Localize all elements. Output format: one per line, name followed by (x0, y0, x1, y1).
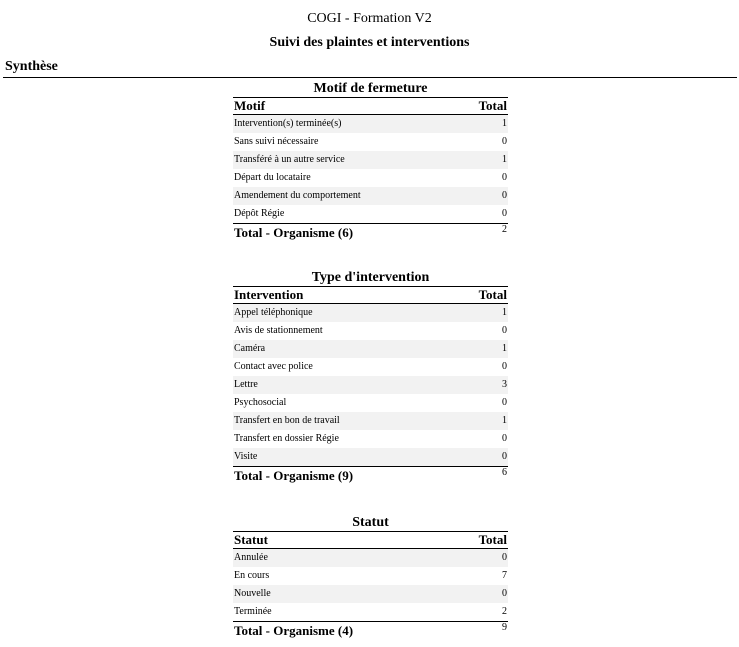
section-divider (3, 77, 737, 78)
table-row (233, 585, 508, 603)
row-value: 0 (502, 433, 507, 444)
section-label: Synthèse (5, 59, 58, 74)
row-label: En cours (234, 570, 270, 581)
total-label: Total - Organisme (6) (234, 225, 354, 240)
table-row (233, 322, 508, 340)
column-header-label: Statut (234, 532, 268, 547)
report-title: COGI - Formation V2 (307, 11, 432, 26)
column-header-label: Intervention (234, 287, 304, 302)
row-value: 0 (502, 172, 507, 183)
column-header-total: Total (478, 98, 507, 113)
table-body (233, 549, 508, 621)
row-label: Terminée (234, 606, 272, 617)
table-row (233, 304, 508, 322)
row-label: Avis de stationnement (234, 325, 323, 336)
row-label: Sans suivi nécessaire (234, 136, 319, 147)
table-row (233, 133, 508, 151)
column-header-label: Motif (234, 98, 266, 113)
motif-block (233, 81, 508, 242)
table-row (233, 151, 508, 169)
row-value: 0 (502, 588, 507, 599)
row-value: 1 (502, 343, 507, 354)
row-value: 0 (502, 136, 507, 147)
column-header-total: Total (478, 287, 507, 302)
total-row (233, 621, 508, 640)
row-label: Lettre (234, 379, 258, 390)
intervention-block (233, 270, 508, 485)
column-header-total: Total (478, 532, 507, 547)
table-header (233, 286, 508, 304)
row-label: Intervention(s) terminée(s) (234, 118, 342, 129)
row-value: 3 (502, 379, 507, 390)
table-row (233, 205, 508, 223)
table-row (233, 448, 508, 466)
statut-block (233, 515, 508, 640)
table-row (233, 549, 508, 567)
row-value: 0 (502, 451, 507, 462)
table-header (233, 531, 508, 549)
row-value: 0 (502, 190, 507, 201)
row-label: Caméra (234, 343, 266, 354)
table-row (233, 412, 508, 430)
row-label: Visite (234, 451, 258, 462)
total-value: 9 (502, 622, 507, 633)
table-row (233, 358, 508, 376)
table-row (233, 376, 508, 394)
block-title: Statut (352, 515, 389, 530)
table-row (233, 394, 508, 412)
row-label: Annulée (234, 552, 268, 563)
row-label: Dépôt Régie (234, 208, 285, 219)
row-value: 0 (502, 397, 507, 408)
table-body (233, 115, 508, 223)
row-label: Transféré à un autre service (234, 154, 345, 165)
row-value: 2 (502, 606, 507, 617)
table-row (233, 567, 508, 585)
row-value: 0 (502, 552, 507, 563)
row-value: 0 (502, 361, 507, 372)
total-label: Total - Organisme (4) (234, 623, 354, 638)
total-label: Total - Organisme (9) (234, 468, 354, 483)
row-label: Nouvelle (234, 588, 271, 599)
row-value: 7 (502, 570, 507, 581)
row-value: 0 (502, 325, 507, 336)
table-header (233, 97, 508, 115)
row-label: Contact avec police (234, 361, 313, 372)
row-value: 1 (502, 307, 507, 318)
table-row (233, 169, 508, 187)
row-value: 1 (502, 154, 507, 165)
row-label: Psychosocial (234, 397, 287, 408)
total-value: 6 (502, 467, 507, 478)
total-row (233, 466, 508, 485)
table-row (233, 115, 508, 133)
total-row (233, 223, 508, 242)
block-title: Motif de fermeture (313, 81, 428, 96)
row-value: 0 (502, 208, 507, 219)
table-row (233, 187, 508, 205)
table-row (233, 430, 508, 448)
table-row (233, 340, 508, 358)
row-value: 1 (502, 415, 507, 426)
table-body (233, 304, 508, 466)
row-label: Départ du locataire (234, 172, 311, 183)
row-value: 1 (502, 118, 507, 129)
row-label: Transfert en dossier Régie (234, 433, 339, 444)
row-label: Appel téléphonique (234, 307, 313, 318)
total-value: 2 (502, 224, 507, 235)
row-label: Transfert en bon de travail (234, 415, 340, 426)
report-subtitle: Suivi des plaintes et interventions (269, 35, 470, 50)
table-row (233, 603, 508, 621)
row-label: Amendement du comportement (234, 190, 361, 201)
block-title: Type d'intervention (311, 270, 430, 285)
